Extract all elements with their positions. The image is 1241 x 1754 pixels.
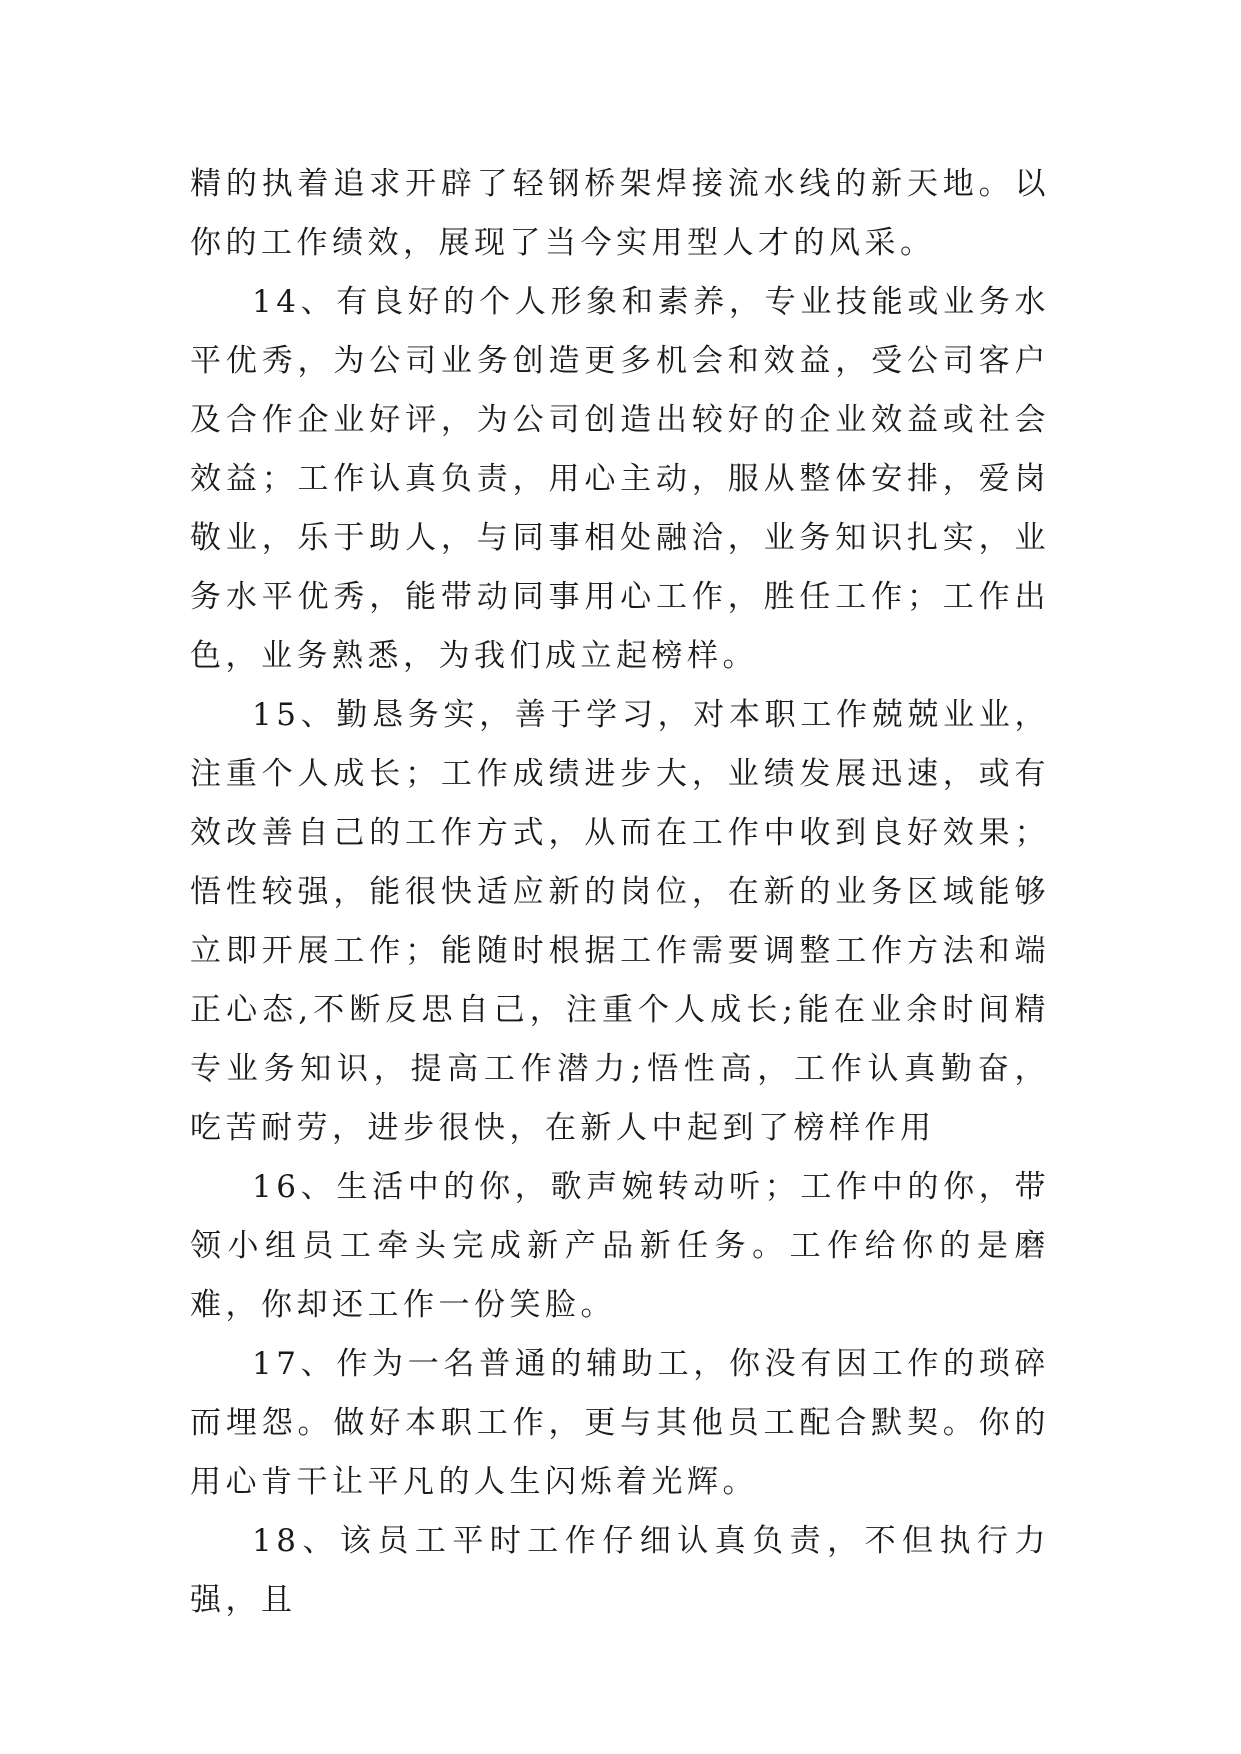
paragraph-17: 17、作为一名普通的辅助工，你没有因工作的琐碎而埋怨。做好本职工作，更与其他员工配合默契。你的用心肯干让平凡的人生闪烁着光辉。 (190, 1346, 1050, 1500)
paragraph-14: 14、有良好的个人形象和素养，专业技能或业务水平优秀，为公司业务创造更多机会和效益，受公司客户及合作企业好评，为公司创造出较好的企业效益或社会效益；工作认真负责，用心主动，服从整体安排，爱岗敬业，乐于助人，与同事相处融洽，业务知识扎实，业务水平优秀，能带动同事用心工作，胜任工作；工作出色，业务熟悉，为我们成立起榜样。 (190, 284, 1050, 674)
paragraph-continuation: 精的执着追求开辟了轻钢桥架焊接流水线的新天地。以你的工作绩效，展现了当今实用型人才的风采。 (190, 166, 1050, 261)
paragraph-15: 15、勤恳务实，善于学习，对本职工作兢兢业业，注重个人成长；工作成绩进步大，业绩发展迅速，或有效改善自己的工作方式，从而在工作中收到良好效果；悟性较强，能很快适应新的岗位，在新的业务区域能够立即开展工作；能随时根据工作需要调整工作方法和端正心态,不断反思自己，注重个人成长;能在业余时间精专业务知识，提高工作潜力;悟性高，工作认真勤奋，吃苦耐劳，进步很快，在新人中起到了榜样作用 (190, 697, 1050, 1146)
paragraph-16: 16、生活中的你，歌声婉转动听；工作中的你，带领小组员工牵头完成新产品新任务。工作给你的是磨难，你却还工作一份笑脸。 (190, 1169, 1050, 1323)
paragraph-18: 18、该员工平时工作仔细认真负责，不但执行力强，且 (190, 1523, 1050, 1618)
document-body (190, 155, 1050, 1630)
